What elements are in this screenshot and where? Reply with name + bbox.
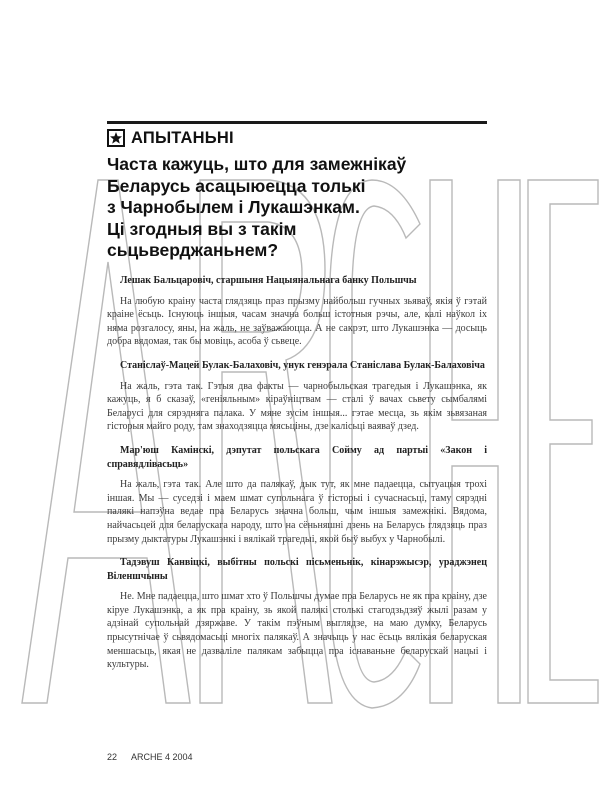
respondent-name: Станіслаў-Мацей Булак-Балаховіч, унук генэрала Станіслава Булак-Балаховіча [120,359,485,371]
headline-line: з Чарнобылем і Лукашэнкам. [107,197,360,217]
headline-line: Беларусь асацыюецца толькі [107,175,366,196]
section-header [107,127,487,149]
answer-text: На жаль, гэта так. Але што да палякаў, дык тут, як мне падаецца, сытуацыя трохі іншая. Мы — суседзі і маем шмат супольнага ў гісторыі і сучаснасьці, таму сярэдні палякі напэўна ведае пра Беларусь значна больш, чым іншыя замежнікі. Вядома, найчасьцей для беларускага народу, што на сёньняшні дзень на Беларусь глядзяць праз прызму дыктатуры Лукашэнкі і вялікай трагедыі, якой быў выбух у Чарнобылі. [107,479,487,545]
respondent-name: Мар'юш Камінскі, дэпутат польскага Сойму ад партыі «Закон і справядлівасьць» [107,444,487,470]
headline-line: Ці згодныя вы з такім [107,218,297,239]
article-body [107,274,487,672]
page-footer [107,752,307,762]
headline-line: сьцьверджаньнем? [107,240,279,260]
answer-text: Не. Мне падаецца, што шмат хто ў Польшчы думае пра Беларусь не як пра краіну, дзе кіруе Лукашэнка, а як пра краіну, зь якой палякі столькі стагодзьдзяў жылі разам у адзінай супольнай дзяржаве. У такім пэўным выглядзе, на маю думку, Беларусь прысутнічае ў сьвядомасьці многіх палякаў. А значыць у нас ёсьць вялікая беларуская меншасьць, якая не дазваліле палякам забыцца пра існаваньне беларускай нацыі і культуры. [107,591,487,671]
header-rule [107,121,487,124]
respondent-name: Тадэвуш Канвіцкі, выбітны польскі пісьменьнік, кінарэжысэр, ураджэнец Віленшчыны [107,557,487,582]
headline-line: Часта кажуць, што для замежнікаў [107,154,407,174]
section-title: АПЫТАНЬНІ [131,128,234,147]
issue-label: ARCHE 4 2004 [131,752,193,762]
page-number: 22 [107,752,118,762]
square-star-icon [107,129,125,147]
respondent-name: Лешак Бальцаровіч, старшыня Нацыянальнага банку Польшчы [120,275,417,286]
answer-text: На любую краіну часта глядзяць праз прызму найбольш гучных зьяваў, якія ў гэтай краіне ёсьць. Існуюць іншыя, часам значна больш істотныя рэчы, але, калі наўкол іх няма розгалосу, яны, на жаль, не заўважаюцца. А не сакрэт, што Лукашэнка — досыць добра вядомая, так бы мовіць, асоба ў сьвеце. [107,295,487,348]
headline [107,154,487,262]
answer-text: На жаль, гэта так. Гэтыя два факты — чарнобыльская трагедыя і Лукашэнка, як кажуць, я б сказаў, «геніяльным» кіраўніцтвам — сталі ў вачах сьвету сымбалямі Беларусі для сярэдняга палака. У мяне зусім іншыя... гэтае месца, зь якім зьвязаная гісторыя майго роду, там знаходзяцца мясьціны, дзе калісьці ваяваў дзед. [107,380,487,433]
